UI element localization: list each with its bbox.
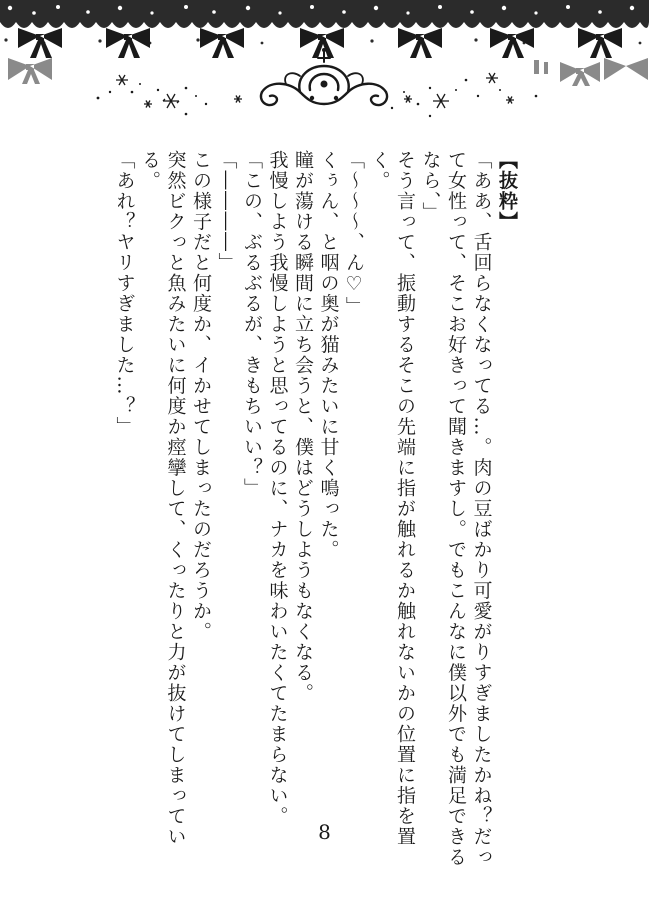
text-line: 突然ビクっと魚みたいに何度か痙攣して、くったりと力が抜けてしまってい [164,150,187,847]
text-line: 瞳が蕩ける瞬間に立ち会うと、僕はどうしようもなくなる。 [292,150,314,704]
text-line: る。 [139,150,161,191]
text-line: なら、」 [419,150,442,223]
text-line: 我慢しよう我慢しようと思ってるのに、ナカを味わいたくてたまらない。 [266,150,289,827]
text-line: 「この、ぶるぶるが、きもちいい？」 [241,150,263,499]
grey-ribbon-icon [8,58,648,86]
page-number: 8 [318,820,331,844]
sparkle-dots [97,79,538,118]
tiara-flourish-icon [261,52,387,105]
text-line: そう言って、振動するそこの先端に指が触れるか触れないかの位置に指を置 [394,150,416,847]
excerpt-heading: 【抜粋】 [496,150,518,232]
text-line: 「〜〜〜、ん♡」 [343,150,365,317]
bow-icon-row [18,28,622,58]
text-line: この様子だと何度か、イかせてしまったのだろうか。 [190,150,212,642]
text-line: 「ああ、舌回らなくなってる…。肉の豆ばかり可愛がりすぎましたかね？だっ [470,150,493,868]
body-text [111,150,519,868]
header-ornament [0,0,649,130]
text-line: 「あれ？ヤリすぎました…？」 [113,150,136,437]
text-line: くぅん、と咽の奥が猫みたいに甘く鳴った。 [317,150,340,560]
text-line: 「――――」 [215,150,238,273]
text-line: く。 [368,150,391,191]
text-line: て女性って、そこお好きって聞きますし。でもこんなに僕以外でも満足できる [445,150,467,868]
